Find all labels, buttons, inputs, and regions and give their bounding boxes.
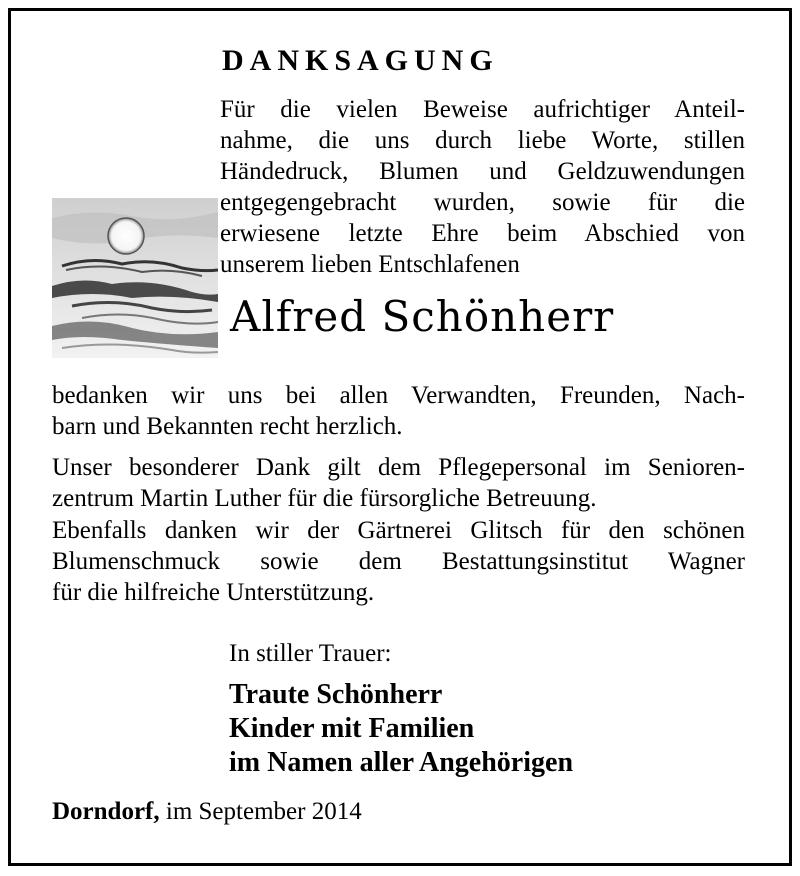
intro-line: unserem lieben Entschlafenen — [220, 251, 520, 278]
paragraph-line: zentrum Martin Luther für die fürsorgliche Betreuung. — [52, 485, 597, 512]
paragraph-thanks — [52, 380, 745, 442]
intro-line: Für die vielen Beweise aufrichtiger Anteil- — [220, 96, 745, 123]
signer-line: Kinder mit Familien — [229, 713, 475, 744]
intro-line: nahme, die uns durch liebe Worte, stillen — [220, 127, 745, 154]
paragraph-line: Ebenfalls danken wir der Gärtnerei Glitsch für den schönen — [52, 517, 745, 544]
sunset-landscape-illustration — [52, 198, 218, 358]
paragraph-line: Blumenschmuck sowie dem Bestattungsinstitut Wagner — [52, 548, 745, 575]
paragraph-vendors-thanks — [52, 515, 745, 608]
intro-line: erwiesene letzte Ehre beim Abschied von — [220, 220, 745, 247]
date: im September 2014 — [165, 798, 362, 825]
paragraph-care-thanks — [52, 452, 745, 514]
deceased-name: Alfred Schönherr — [230, 292, 615, 341]
paragraph-line: für die hilfreiche Unterstützung. — [52, 579, 375, 606]
paragraph-line: barn und Bekannten recht herzlich. — [52, 413, 403, 440]
signers-list — [229, 678, 573, 780]
paragraph-line: Unser besonderer Dank gilt dem Pflegepersonal im Senioren- — [52, 454, 745, 481]
intro-text — [220, 94, 745, 280]
place-date-line — [52, 798, 362, 826]
signer-line: Traute Schönherr — [229, 679, 443, 710]
heading: DANKSAGUNG — [222, 44, 499, 77]
place: Dorndorf, — [52, 798, 160, 825]
intro-line: Händedruck, Blumen und Geldzuwendungen — [220, 158, 745, 185]
intro-line: entgegengebracht wurden, sowie für die — [220, 189, 745, 216]
signer-line: im Namen aller Angehörigen — [229, 747, 574, 778]
mourning-intro: In stiller Trauer: — [229, 640, 392, 667]
paragraph-line: bedanken wir uns bei allen Verwandten, Freunden, Nach- — [52, 382, 745, 409]
